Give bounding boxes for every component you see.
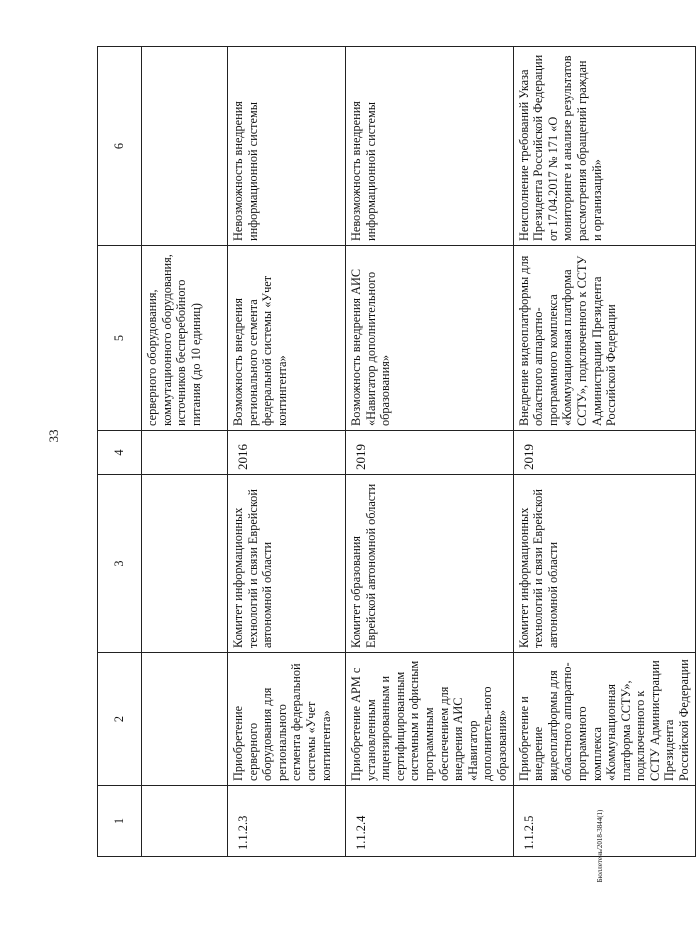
cell-year: 2016 <box>228 431 346 475</box>
cell-name: Приобретение серверного оборудования для регионального сегмента федеральной системы «Учет контингента» <box>228 653 346 786</box>
document-code: Бюллетень/2018-3844(1) <box>596 809 604 883</box>
cell-year: 2019 <box>346 431 514 475</box>
cell-executor: Комитет информационных технологий и связи Еврейской автономной области <box>513 475 695 653</box>
cell-consequence: Невозможность внедрения информационной системы <box>346 47 514 246</box>
cell-name: Приобретение и внедрение видеоплатформы для областного аппаратно-программного комплекса «Коммунационная платформа ССТУ», подключенного к ССТУ Администрации Президента Российской Федерации <box>513 653 695 786</box>
header-cell-3: 3 <box>98 475 142 653</box>
measures-table-sheet <box>97 47 692 857</box>
header-cell-5: 5 <box>98 246 142 431</box>
header-cell-1: 1 <box>98 786 142 857</box>
header-cell-4: 4 <box>98 431 142 475</box>
page-number: 33 <box>46 429 61 443</box>
cell-number: 1.1.2.5 <box>513 786 695 857</box>
header-row <box>98 47 142 857</box>
cell-result: Возможность внедрения регионального сегмента федеральной системы «Учет контингента» <box>228 246 346 431</box>
cell-name <box>142 653 228 786</box>
cell-executor: Комитет образования Еврейской автономной области <box>346 475 514 653</box>
measures-table <box>97 46 696 857</box>
cell-consequence <box>142 47 228 246</box>
cell-consequence: Неисполнение требований Указа Президента Российской Федерации от 17.04.2017 № 171 «О мониторинге и анализе результатов рассмотрения обращений граждан и организаций» <box>513 47 695 246</box>
table-row <box>346 47 514 857</box>
cell-name: Приобретение АРМ с установленным лицензированным и сертифицированным системным и офисным программным обеспечением для внедрения АИС «Навигатор дополнитель-ного образования» <box>346 653 514 786</box>
cell-result: серверного оборудования, коммутационного оборудования, источников бесперебойного питания (до 10 единиц) <box>142 246 228 431</box>
cell-number: 1.1.2.3 <box>228 786 346 857</box>
header-cell-6: 6 <box>98 47 142 246</box>
cell-year <box>142 431 228 475</box>
cell-result: Возможность внедрения АИС «Навигатор дополнительного образования» <box>346 246 514 431</box>
cell-executor <box>142 475 228 653</box>
header-cell-2: 2 <box>98 653 142 786</box>
cell-executor: Комитет информационных технологий и связи Еврейской автономной области <box>228 475 346 653</box>
cell-number: 1.1.2.4 <box>346 786 514 857</box>
cell-consequence: Невозможность внедрения информационной системы <box>228 47 346 246</box>
table-row <box>142 47 228 857</box>
cell-number <box>142 786 228 857</box>
table-row <box>228 47 346 857</box>
cell-result: Внедрение видеоплатформы для областного аппаратно-программного комплекса «Коммунационная платформа ССТУ», подключенного к ССТУ Администрации Президента Российской Федерации <box>513 246 695 431</box>
table-row <box>513 47 695 857</box>
cell-year: 2019 <box>513 431 695 475</box>
